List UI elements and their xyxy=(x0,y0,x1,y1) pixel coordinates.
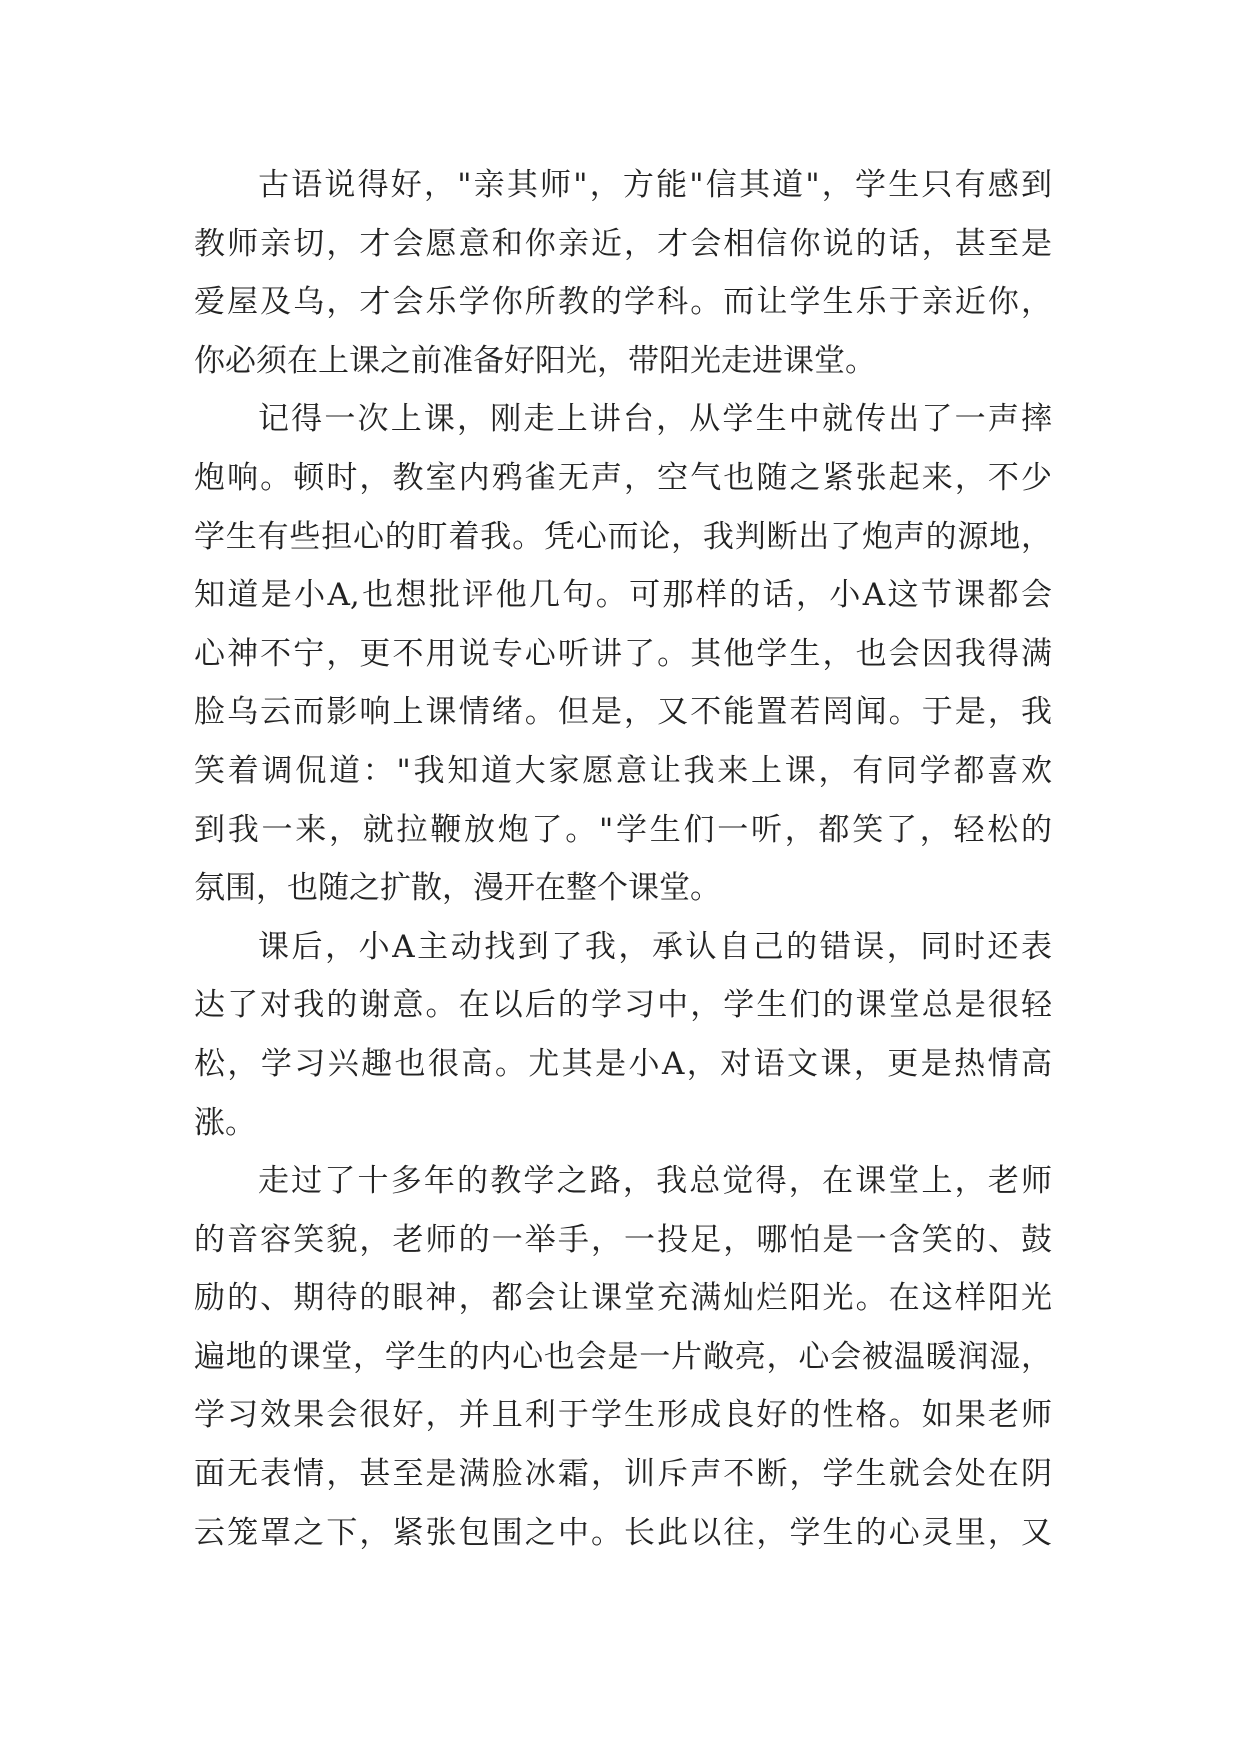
text-line: 励的、期待的眼神，都会让课堂充满灿烂阳光。在这样阳光 xyxy=(194,1280,1052,1317)
text-line: 达了对我的谢意。在以后的学习中，学生们的课堂总是很轻 xyxy=(194,987,1052,1024)
text-line: 脸乌云而影响上课情绪。但是，又不能置若罔闻。于是，我 xyxy=(194,694,1052,731)
text-line: 面无表情，甚至是满脸冰霜，训斥声不断，学生就会处在阴 xyxy=(194,1456,1052,1493)
text-line: 记得一次上课，刚走上讲台，从学生中就传出了一声摔 xyxy=(258,401,1052,438)
text-line: 学生有些担心的盯着我。凭心而论，我判断出了炮声的源地， xyxy=(194,518,1052,555)
text-line: 笑着调侃道："我知道大家愿意让我来上课，有同学都喜欢 xyxy=(194,752,1052,789)
text-line: 爱屋及乌，才会乐学你所教的学科。而让学生乐于亲近你， xyxy=(194,284,1052,321)
text-line: 心神不宁，更不用说专心听讲了。其他学生，也会因我得满 xyxy=(194,635,1052,672)
text-line: 古语说得好，"亲其师"，方能"信其道"，学生只有感到 xyxy=(258,167,1052,203)
text-line: 炮响。顿时，教室内鸦雀无声，空气也随之紧张起来，不少 xyxy=(194,459,1052,496)
text-line: 你必须在上课之前准备好阳光，带阳光走进课堂。 xyxy=(194,342,876,379)
text-line: 涨。 xyxy=(194,1104,256,1141)
text-line: 云笼罩之下，紧张包围之中。长此以往，学生的心灵里，又 xyxy=(194,1514,1052,1551)
text-line: 教师亲切，才会愿意和你亲近，才会相信你说的话，甚至是 xyxy=(194,225,1052,262)
text-line: 氛围，也随之扩散，漫开在整个课堂。 xyxy=(194,870,721,907)
text-line: 的音容笑貌，老师的一举手，一投足，哪怕是一含笑的、鼓 xyxy=(194,1221,1052,1258)
text-line: 松，学习兴趣也很高。尤其是小A，对语文课，更是热情高 xyxy=(194,1045,1052,1082)
text-line: 学习效果会很好，并且利于学生形成良好的性格。如果老师 xyxy=(194,1397,1052,1434)
text-line: 到我一来，就拉鞭放炮了。"学生们一听，都笑了，轻松的 xyxy=(194,811,1052,848)
text-line: 走过了十多年的教学之路，我总觉得，在课堂上，老师 xyxy=(258,1163,1052,1200)
text-line: 知道是小A,也想批评他几句。可那样的话，小A这节课都会 xyxy=(194,577,1052,614)
text-line: 课后，小A主动找到了我，承认自己的错误，同时还表 xyxy=(258,928,1052,965)
text-line: 遍地的课堂，学生的内心也会是一片敞亮，心会被温暖润湿， xyxy=(194,1338,1052,1375)
document-body xyxy=(194,156,1052,1562)
